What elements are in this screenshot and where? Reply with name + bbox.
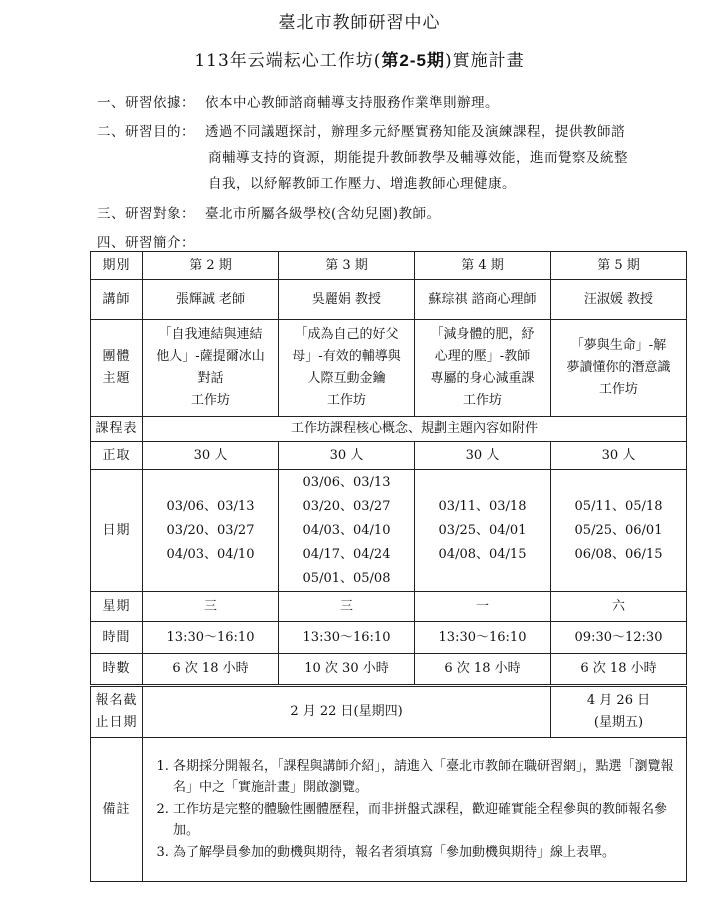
period-3-topic (279, 320, 415, 417)
remark-item: 1. 各期採分開報名，「課程與講師介紹」，請進入「臺北市教師在職研習網」，點選「瀏覽報名」中之「實施計畫」開啟瀏覽。 (173, 756, 678, 799)
section-basis-text: 依本中心教師諮商輔導支持服務作業準則辦理。 (205, 95, 499, 111)
deadline-5-date: 4 月 26 日 (586, 693, 651, 708)
period-3-quota: 30 人 (279, 442, 415, 470)
label-period: 期別 (91, 252, 143, 280)
period-4-quota: 30 人 (415, 442, 551, 470)
section-purpose-line1: 透過不同議題探討，辦理多元紓壓實務知能及演練課程，提供教師諮 (205, 124, 625, 140)
period-3-hours: 10 次 30 小時 (279, 654, 415, 686)
label-topic-line1: 團體 (102, 349, 131, 364)
date-line: 04/08、04/15 (438, 546, 527, 562)
label-time: 時間 (91, 622, 143, 654)
label-deadline (91, 686, 143, 738)
period-3-lecturer: 吳麗娟 教授 (279, 280, 415, 320)
date-line: 03/06、03/13 (166, 498, 255, 514)
topic-line: 工作坊 (190, 393, 230, 408)
label-course: 課程表 (91, 417, 143, 442)
period-2-time: 13:30～16:10 (143, 622, 279, 654)
period-5-dates (551, 470, 687, 592)
row-time (91, 622, 687, 654)
subtitle-prefix: 113年云端耘心工作坊( (194, 51, 382, 71)
period-4-name: 第 4 期 (415, 252, 551, 280)
period-4-topic (415, 320, 551, 417)
date-line: 03/25、04/01 (438, 522, 527, 538)
period-5-lecturer: 汪淑媛 教授 (551, 280, 687, 320)
period-2-weekday: 三 (143, 592, 279, 622)
section-target-text: 臺北市所屬各級學校(含幼兒園)教師。 (205, 206, 441, 222)
date-line: 05/11、05/18 (574, 498, 663, 514)
period-3-time: 13:30～16:10 (279, 622, 415, 654)
row-remarks (91, 738, 687, 882)
row-lecturer (91, 280, 687, 320)
topic-line: 工作坊 (598, 382, 638, 397)
document-subtitle (0, 46, 719, 71)
topic-line: 工作坊 (326, 393, 366, 408)
period-2-quota: 30 人 (143, 442, 279, 470)
date-line: 03/20、03/27 (302, 498, 391, 514)
topic-line: 母」-有效的輔導與 (292, 349, 401, 364)
period-4-hours: 6 次 18 小時 (415, 654, 551, 686)
period-2-dates (143, 470, 279, 592)
period-2-hours: 6 次 18 小時 (143, 654, 279, 686)
section-purpose-line2: 商輔導支持的資源，期能提升教師教學及輔導效能，進而覺察及統整 (208, 150, 628, 166)
period-4-dates (415, 470, 551, 592)
row-hours (91, 654, 687, 686)
row-date (91, 470, 687, 592)
label-weekday: 星期 (91, 592, 143, 622)
row-weekday (91, 592, 687, 622)
date-line: 06/08、06/15 (574, 546, 663, 562)
topic-line: 「減身體的肥，紓 (430, 327, 535, 342)
period-5-time: 09:30～12:30 (551, 622, 687, 654)
date-line: 05/25、06/01 (574, 522, 663, 538)
remark-item: 3. 為了解學員參加的動機與期待，報名者須填寫「參加動機與期待」線上表單。 (173, 842, 678, 864)
document-title: 臺北市教師研習中心 (278, 13, 441, 33)
period-4-time: 13:30～16:10 (415, 622, 551, 654)
section-purpose-label: 二、研習目的： (97, 124, 195, 140)
remarks-list (153, 756, 678, 864)
date-line: 04/03、04/10 (302, 522, 391, 538)
topic-line: 對話 (197, 371, 224, 386)
period-5-hours: 6 次 18 小時 (551, 654, 687, 686)
workshop-table (90, 251, 687, 882)
period-3-dates (279, 470, 415, 592)
section-intro (97, 231, 195, 251)
topic-line: 「自我連結與連結 (158, 327, 263, 342)
date-line: 03/20、03/27 (166, 522, 255, 538)
deadline-period-5 (551, 686, 687, 738)
date-line: 04/17、04/24 (302, 546, 391, 562)
row-course (91, 417, 687, 442)
section-purpose (97, 120, 625, 140)
date-line: 05/01、05/08 (302, 570, 391, 586)
subtitle-suffix: )實施計畫 (445, 51, 525, 71)
period-3-weekday: 三 (279, 592, 415, 622)
period-4-lecturer: 蘇琮祺 諮商心理師 (415, 280, 551, 320)
period-5-weekday: 六 (551, 592, 687, 622)
deadline-periods-2-4: 2 月 22 日(星期四) (143, 686, 551, 738)
section-target (97, 202, 441, 222)
label-topic-line2: 主題 (102, 371, 131, 386)
period-2-lecturer: 張輝誠 老師 (143, 280, 279, 320)
label-lecturer: 講師 (91, 280, 143, 320)
period-3-name: 第 3 期 (279, 252, 415, 280)
label-deadline-line2: 止日期 (95, 715, 138, 730)
topic-line: 心理的壓」-教師 (434, 349, 531, 364)
row-quota (91, 442, 687, 470)
label-quota: 正取 (91, 442, 143, 470)
remark-item: 2. 工作坊是完整的體驗性團體歷程，而非拼盤式課程，歡迎確實能全程參與的教師報名參加。 (173, 799, 678, 842)
date-line: 03/06、03/13 (302, 474, 391, 490)
label-remarks: 備註 (91, 738, 143, 882)
date-line: 03/11、03/18 (438, 498, 527, 514)
topic-line: 「成為自己的好父 (294, 327, 399, 342)
label-date: 日期 (91, 470, 143, 592)
period-5-topic (551, 320, 687, 417)
period-2-topic (143, 320, 279, 417)
section-basis (97, 91, 499, 111)
section-target-label: 三、研習對象： (97, 206, 195, 222)
period-5-name: 第 5 期 (551, 252, 687, 280)
topic-line: 「夢與生命」-解 (570, 338, 667, 353)
deadline-5-weekday: (星期五) (593, 715, 644, 730)
period-2-name: 第 2 期 (143, 252, 279, 280)
topic-line: 專屬的身心減重課 (430, 371, 535, 386)
section-intro-label: 四、研習簡介： (97, 235, 195, 251)
period-4-weekday: 一 (415, 592, 551, 622)
topic-line: 人際互動金鑰 (307, 371, 386, 386)
row-topic (91, 320, 687, 417)
course-text: 工作坊課程核心概念、規劃主題內容如附件 (143, 417, 687, 442)
label-topic (91, 320, 143, 417)
topic-line: 他人」-薩提爾冰山 (156, 349, 265, 364)
date-line: 04/03、04/10 (166, 546, 255, 562)
section-basis-label: 一、研習依據： (97, 95, 195, 111)
period-5-quota: 30 人 (551, 442, 687, 470)
label-deadline-line1: 報名截 (95, 693, 138, 708)
row-deadline (91, 686, 687, 738)
topic-line: 工作坊 (462, 393, 502, 408)
section-purpose-line3: 自我，以紓解教師工作壓力、增進教師心理健康。 (208, 176, 516, 192)
row-period (91, 252, 687, 280)
subtitle-periods: 第2-5期 (381, 51, 446, 70)
remarks-content (143, 738, 687, 882)
topic-line: 夢讀懂你的潛意識 (566, 360, 671, 375)
label-hours: 時數 (91, 654, 143, 686)
